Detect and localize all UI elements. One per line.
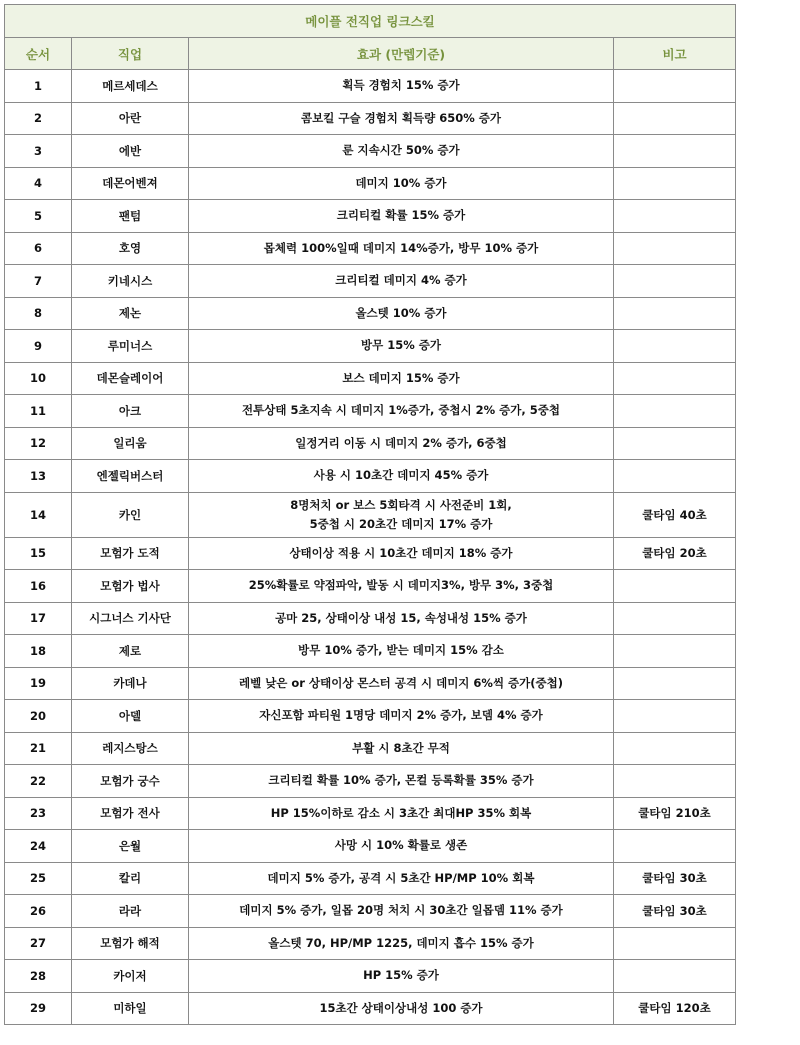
cell-note[interactable]: 쿨타임 210초 xyxy=(614,797,736,830)
cell-job[interactable]: 미하일 xyxy=(72,992,189,1025)
cell-order[interactable]: 22 xyxy=(5,765,72,798)
cell-effect[interactable] xyxy=(189,492,614,537)
effect-line: HP 15%이하로 감소 시 3초간 최대HP 35% 회복 xyxy=(270,805,532,820)
cell-effect[interactable] xyxy=(189,635,614,668)
cell-effect[interactable] xyxy=(189,602,614,635)
cell-job[interactable]: 데몬슬레이어 xyxy=(72,362,189,395)
cell-job[interactable]: 아크 xyxy=(72,395,189,428)
table-row xyxy=(5,167,736,200)
effect-line: 콤보킬 구슬 경험치 획득량 650% 증가 xyxy=(301,110,501,125)
cell-note[interactable] xyxy=(614,297,736,330)
effect-line: 사망 시 10% 확률로 생존 xyxy=(334,838,468,853)
effect-line: 15초간 상태이상내성 100 증가 xyxy=(319,1000,483,1015)
cell-effect[interactable] xyxy=(189,960,614,993)
cell-effect[interactable] xyxy=(189,395,614,428)
cell-order[interactable]: 29 xyxy=(5,992,72,1025)
effect-line: 사용 시 10초간 데미지 45% 증가 xyxy=(313,468,489,483)
cell-job[interactable]: 카이저 xyxy=(72,960,189,993)
table-row xyxy=(5,570,736,603)
cell-job[interactable]: 호영 xyxy=(72,232,189,265)
cell-note[interactable] xyxy=(614,232,736,265)
cell-job[interactable]: 키네시스 xyxy=(72,265,189,298)
cell-note[interactable] xyxy=(614,732,736,765)
cell-effect[interactable] xyxy=(189,427,614,460)
table-row xyxy=(5,732,736,765)
cell-effect[interactable] xyxy=(189,167,614,200)
effect-line: 데미지 10% 증가 xyxy=(355,175,447,190)
cell-note[interactable] xyxy=(614,70,736,103)
column-header-row xyxy=(5,38,736,70)
cell-effect[interactable] xyxy=(189,732,614,765)
cell-effect[interactable] xyxy=(189,862,614,895)
cell-job[interactable]: 일리움 xyxy=(72,427,189,460)
cell-order[interactable]: 19 xyxy=(5,667,72,700)
table-body xyxy=(5,70,736,1025)
effect-line: 레벨 낮은 or 상태이상 몬스터 공격 시 데미지 6%씩 증가(중첩) xyxy=(238,675,564,690)
table-row xyxy=(5,135,736,168)
cell-order[interactable]: 27 xyxy=(5,927,72,960)
table-row xyxy=(5,102,736,135)
effect-line: 데미지 5% 증가, 일몹 20명 처치 시 30초간 일몹뎀 11% 증가 xyxy=(239,903,563,918)
effect-line: 크리티컬 데미지 4% 증가 xyxy=(335,273,467,288)
cell-job[interactable]: 아란 xyxy=(72,102,189,135)
table-row xyxy=(5,862,736,895)
cell-note[interactable] xyxy=(614,395,736,428)
effect-line: 전투상태 5초지속 시 데미지 1%증가, 중첩시 2% 증가, 5중첩 xyxy=(242,403,560,418)
cell-order[interactable]: 26 xyxy=(5,895,72,928)
cell-note[interactable] xyxy=(614,330,736,363)
cell-note[interactable] xyxy=(614,427,736,460)
cell-job[interactable]: 팬텀 xyxy=(72,200,189,233)
cell-order[interactable]: 5 xyxy=(5,200,72,233)
table-row xyxy=(5,960,736,993)
cell-order[interactable]: 1 xyxy=(5,70,72,103)
cell-note[interactable]: 쿨타임 30초 xyxy=(614,895,736,928)
cell-effect[interactable] xyxy=(189,992,614,1025)
cell-job[interactable]: 루미너스 xyxy=(72,330,189,363)
cell-note[interactable] xyxy=(614,570,736,603)
cell-order[interactable]: 10 xyxy=(5,362,72,395)
table-title-row xyxy=(5,5,736,38)
effect-line: 자신포함 파티원 1명당 데미지 2% 증가, 보뎀 4% 증가 xyxy=(259,708,543,723)
cell-job[interactable]: 제로 xyxy=(72,635,189,668)
cell-job[interactable]: 시그너스 기사단 xyxy=(72,602,189,635)
cell-note[interactable] xyxy=(614,602,736,635)
cell-order[interactable]: 9 xyxy=(5,330,72,363)
cell-effect[interactable] xyxy=(189,102,614,135)
cell-order[interactable]: 14 xyxy=(5,492,72,537)
effect-line: 올스텟 70, HP/MP 1225, 데미지 흡수 15% 증가 xyxy=(268,935,534,950)
cell-effect[interactable] xyxy=(189,537,614,570)
cell-job[interactable]: 칼리 xyxy=(72,862,189,895)
cell-effect[interactable] xyxy=(189,797,614,830)
effect-line: 상태이상 적용 시 10초간 데미지 18% 증가 xyxy=(289,545,513,560)
cell-order[interactable]: 3 xyxy=(5,135,72,168)
cell-effect[interactable] xyxy=(189,265,614,298)
cell-order[interactable]: 16 xyxy=(5,570,72,603)
cell-order[interactable]: 17 xyxy=(5,602,72,635)
cell-order[interactable]: 28 xyxy=(5,960,72,993)
column-header-effect[interactable]: 효과 (만렙기준) xyxy=(189,38,614,70)
cell-order[interactable]: 6 xyxy=(5,232,72,265)
cell-job[interactable]: 엔젤릭버스터 xyxy=(72,460,189,493)
cell-job[interactable]: 모험가 도적 xyxy=(72,537,189,570)
effect-line: 부활 시 8초간 무적 xyxy=(352,740,450,755)
cell-note[interactable] xyxy=(614,460,736,493)
cell-effect[interactable] xyxy=(189,330,614,363)
cell-effect[interactable] xyxy=(189,200,614,233)
table-row xyxy=(5,635,736,668)
table-row xyxy=(5,992,736,1025)
cell-note[interactable] xyxy=(614,265,736,298)
cell-job[interactable]: 제논 xyxy=(72,297,189,330)
effect-line: 보스 데미지 15% 증가 xyxy=(342,370,460,385)
cell-order[interactable]: 24 xyxy=(5,830,72,863)
table-row xyxy=(5,427,736,460)
cell-note[interactable] xyxy=(614,635,736,668)
cell-order[interactable]: 4 xyxy=(5,167,72,200)
effect-line: 8명처치 or 보스 5회타격 시 사전준비 1회, xyxy=(290,497,512,512)
cell-note[interactable] xyxy=(614,362,736,395)
effect-line: 크리티컬 확률 15% 증가 xyxy=(336,208,466,223)
table-row xyxy=(5,395,736,428)
cell-note[interactable] xyxy=(614,167,736,200)
cell-order[interactable]: 15 xyxy=(5,537,72,570)
cell-job[interactable]: 아델 xyxy=(72,700,189,733)
effect-line: 일정거리 이동 시 데미지 2% 증가, 6중첩 xyxy=(295,435,507,450)
effect-line: 크리티컬 확률 10% 증가, 몬컬 등록확률 35% 증가 xyxy=(268,773,534,788)
effect-line: 25%확률로 약점파악, 발동 시 데미지3%, 방무 3%, 3중첩 xyxy=(248,578,554,593)
effect-line: 몹체력 100%일때 데미지 14%증가, 방무 10% 증가 xyxy=(263,240,539,255)
cell-order[interactable]: 18 xyxy=(5,635,72,668)
table-row xyxy=(5,667,736,700)
table-row xyxy=(5,265,736,298)
cell-note[interactable]: 쿨타임 30초 xyxy=(614,862,736,895)
cell-note[interactable] xyxy=(614,830,736,863)
column-header-order[interactable]: 순서 xyxy=(5,38,72,70)
cell-job[interactable]: 모험가 궁수 xyxy=(72,765,189,798)
cell-note[interactable] xyxy=(614,667,736,700)
table-row xyxy=(5,765,736,798)
table-row xyxy=(5,602,736,635)
effect-line: 방무 15% 증가 xyxy=(361,338,441,353)
cell-job[interactable]: 모험가 해적 xyxy=(72,927,189,960)
cell-effect[interactable] xyxy=(189,232,614,265)
table-row xyxy=(5,460,736,493)
table-row xyxy=(5,797,736,830)
table-row xyxy=(5,362,736,395)
effect-line: 올스텟 10% 증가 xyxy=(355,305,447,320)
effect-line: 데미지 5% 증가, 공격 시 5초간 HP/MP 10% 회복 xyxy=(267,870,535,885)
cell-effect[interactable] xyxy=(189,830,614,863)
cell-job[interactable]: 카데나 xyxy=(72,667,189,700)
cell-note[interactable] xyxy=(614,135,736,168)
cell-note[interactable] xyxy=(614,200,736,233)
cell-order[interactable]: 25 xyxy=(5,862,72,895)
cell-order[interactable]: 8 xyxy=(5,297,72,330)
cell-job[interactable]: 데몬어벤져 xyxy=(72,167,189,200)
cell-note[interactable] xyxy=(614,102,736,135)
cell-note[interactable]: 쿨타임 120초 xyxy=(614,992,736,1025)
cell-order[interactable]: 2 xyxy=(5,102,72,135)
cell-job[interactable]: 모험가 전사 xyxy=(72,797,189,830)
table-row xyxy=(5,927,736,960)
table-row xyxy=(5,70,736,103)
table-row xyxy=(5,492,736,537)
table-row xyxy=(5,895,736,928)
cell-effect[interactable] xyxy=(189,895,614,928)
cell-order[interactable]: 12 xyxy=(5,427,72,460)
cell-job[interactable]: 에반 xyxy=(72,135,189,168)
column-header-job[interactable]: 직업 xyxy=(72,38,189,70)
cell-effect[interactable] xyxy=(189,570,614,603)
cell-job[interactable]: 은월 xyxy=(72,830,189,863)
table-row xyxy=(5,330,736,363)
cell-effect[interactable] xyxy=(189,297,614,330)
table-row xyxy=(5,537,736,570)
cell-job[interactable]: 메르세데스 xyxy=(72,70,189,103)
cell-job[interactable]: 카인 xyxy=(72,492,189,537)
column-header-note[interactable]: 비고 xyxy=(614,38,736,70)
cell-order[interactable]: 23 xyxy=(5,797,72,830)
cell-order[interactable]: 20 xyxy=(5,700,72,733)
effect-line: 획득 경험치 15% 증가 xyxy=(342,78,460,93)
cell-effect[interactable] xyxy=(189,765,614,798)
cell-effect[interactable] xyxy=(189,460,614,493)
effect-line: 5중첩 시 20초간 데미지 17% 증가 xyxy=(309,516,493,531)
cell-note[interactable] xyxy=(614,700,736,733)
table-title[interactable]: 메이플 전직업 링크스킬 xyxy=(5,5,736,38)
table-row xyxy=(5,232,736,265)
cell-effect[interactable] xyxy=(189,70,614,103)
table-row xyxy=(5,700,736,733)
link-skill-table xyxy=(4,4,736,1025)
cell-order[interactable]: 11 xyxy=(5,395,72,428)
cell-order[interactable]: 13 xyxy=(5,460,72,493)
table-row xyxy=(5,297,736,330)
table-row xyxy=(5,200,736,233)
cell-order[interactable]: 7 xyxy=(5,265,72,298)
effect-line: 공마 25, 상태이상 내성 15, 속성내성 15% 증가 xyxy=(275,610,527,625)
cell-effect[interactable] xyxy=(189,135,614,168)
cell-note[interactable]: 쿨타임 40초 xyxy=(614,492,736,537)
cell-effect[interactable] xyxy=(189,700,614,733)
cell-job[interactable]: 라라 xyxy=(72,895,189,928)
effect-line: HP 15% 증가 xyxy=(363,968,439,983)
cell-note[interactable]: 쿨타임 20초 xyxy=(614,537,736,570)
cell-effect[interactable] xyxy=(189,362,614,395)
effect-line: 룬 지속시간 50% 증가 xyxy=(342,143,460,158)
cell-order[interactable]: 21 xyxy=(5,732,72,765)
effect-line: 방무 10% 증가, 받는 데미지 15% 감소 xyxy=(298,643,504,658)
cell-job[interactable]: 모험가 법사 xyxy=(72,570,189,603)
cell-effect[interactable] xyxy=(189,927,614,960)
cell-effect[interactable] xyxy=(189,667,614,700)
cell-note[interactable] xyxy=(614,960,736,993)
cell-job[interactable]: 레지스탕스 xyxy=(72,732,189,765)
table-row xyxy=(5,830,736,863)
cell-note[interactable] xyxy=(614,765,736,798)
cell-note[interactable] xyxy=(614,927,736,960)
